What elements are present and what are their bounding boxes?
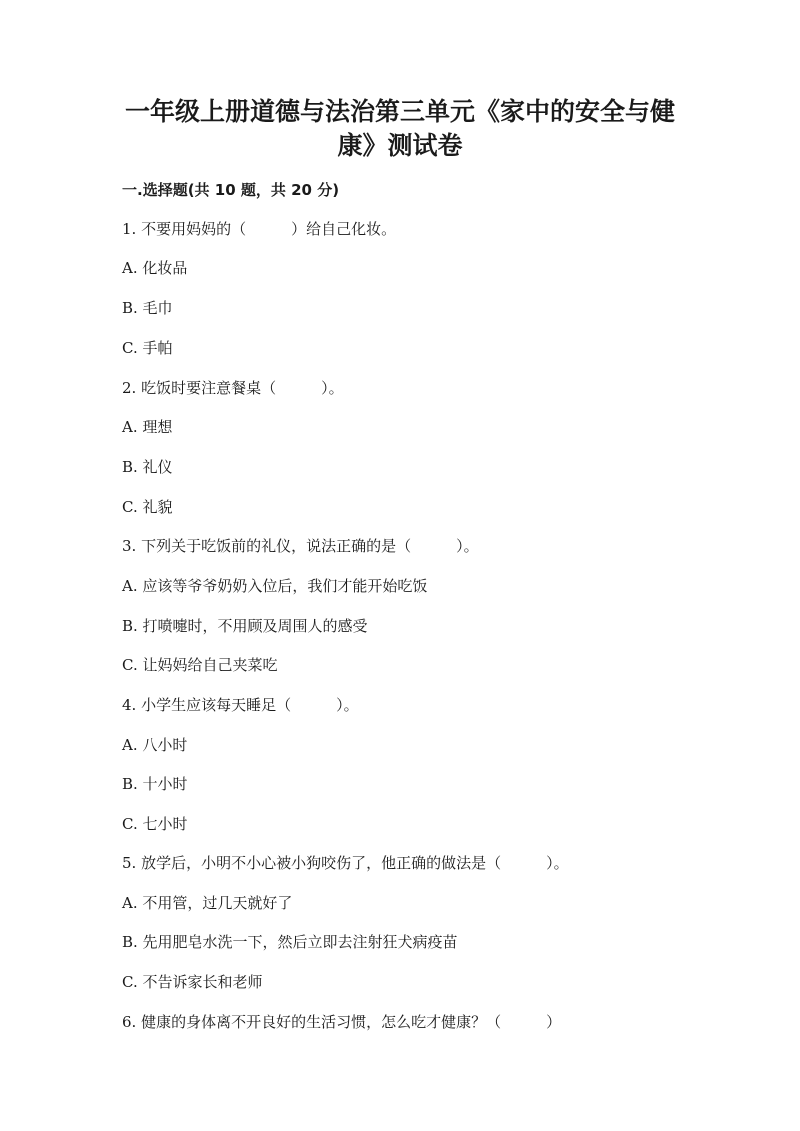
question-3-option-c: C. 让妈妈给自己夹菜吃 [122, 656, 278, 674]
question-3-option-b: B. 打喷嚏时，不用顾及周围人的感受 [122, 617, 368, 635]
question-5-option-c: C. 不告诉家长和老师 [122, 973, 263, 991]
question-5-option-a: A. 不用管，过几天就好了 [122, 894, 293, 912]
question-2-option-c: C. 礼貌 [122, 498, 173, 516]
question-5-stem: 5. 放学后，小明不小心被小狗咬伤了，他正确的做法是（ ）。 [122, 854, 569, 872]
question-2-option-a: A. 理想 [122, 418, 173, 436]
question-4-stem: 4. 小学生应该每天睡足（ ）。 [122, 696, 359, 714]
question-1-option-a: A. 化妆品 [122, 259, 188, 277]
question-4-option-b: B. 十小时 [122, 775, 188, 793]
question-4-option-c: C. 七小时 [122, 815, 188, 833]
question-1-option-b: B. 毛巾 [122, 299, 173, 317]
question-6-stem: 6. 健康的身体离不开良好的生活习惯，怎么吃才健康？（ ） [122, 1013, 562, 1031]
section-heading: 一.选择题(共 10 题，共 20 分) [122, 181, 340, 199]
question-5-option-b: B. 先用肥皂水洗一下，然后立即去注射狂犬病疫苗 [122, 933, 458, 951]
question-2-stem: 2. 吃饭时要注意餐桌（ ）。 [122, 379, 344, 397]
document-title-line2: 康》测试卷 [337, 131, 463, 160]
question-4-option-a: A. 八小时 [122, 736, 188, 754]
question-3-stem: 3. 下列关于吃饭前的礼仪，说法正确的是（ ）。 [122, 537, 479, 555]
question-3-option-a: A. 应该等爷爷奶奶入位后，我们才能开始吃饭 [122, 577, 428, 595]
question-1-stem: 1. 不要用妈妈的（ ）给自己化妆。 [122, 220, 397, 238]
question-2-option-b: B. 礼仪 [122, 458, 173, 476]
question-1-option-c: C. 手帕 [122, 339, 173, 357]
document-title-line1: 一年级上册道德与法治第三单元《家中的安全与健 [124, 97, 675, 126]
